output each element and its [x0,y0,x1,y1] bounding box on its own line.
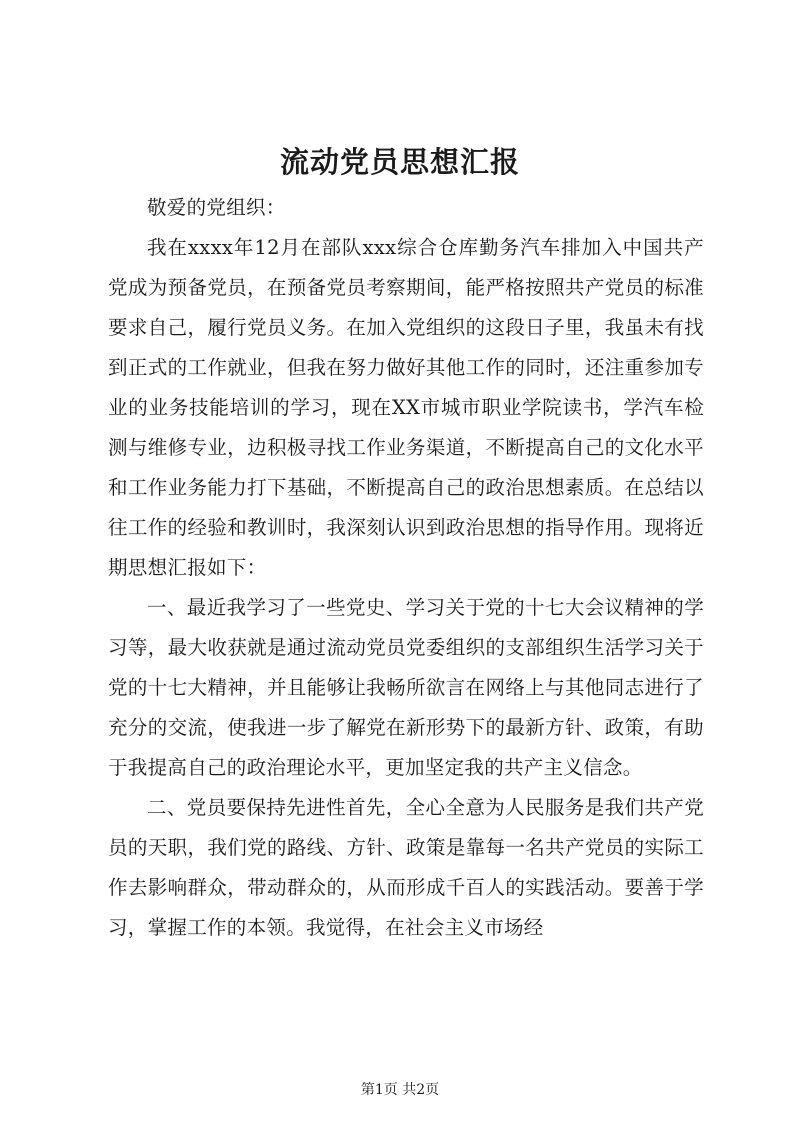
salutation: 敬爱的党组织： [147,196,286,219]
paragraph-point-one: 一、最近我学习了一些党史、学习关于党的十七大会议精神的学习等，最大收获就是通过流动党员党委组织的支部组织生活学习关于党的十七大精神，并且能够让我畅所欲言在网络上与其他同志进行了充分的交流，使我进一步了解党在新形势下的最新方针、政策，有助于我提高自己的政治理论水平，更加坚定我的共产主义信念。 [108,596,704,779]
paragraph-point-two: 二、党员要保持先进性首先，全心全意为人民服务是我们共产党员的天职，我们党的路线、方针、政策是靠每一名共产党员的实际工作去影响群众，带动群众的，从而形成千百人的实践活动。要善于学习，掌握工作的本领。我觉得，在社会主义市场经 [108,796,704,939]
page-number: 第1页 共2页 [360,1082,440,1098]
page-footer [0,1080,800,1100]
document-title: 流动党员思想汇报 [279,145,520,179]
paragraph-intro: 我在xxxx年12月在部队xxx综合仓库勤务汽车排加入中国共产党成为预备党员，在预备党员考察期间，能严格按照共产党员的标准要求自己，履行党员义务。在加入党组织的这段日子里，我虽未有找到正式的工作就业，但我在努力做好其他工作的同时，还注重参加专业的业务技能培训的学习，现在XX市城市职业学院读书，学汽车检测与维修专业，边积极寻找工作业务渠道，不断提高自己的文化水平和工作业务能力打下基础，不断提高自己的政治思想素质。在总结以往工作的经验和教训时，我深刻认识到政治思想的指导作用。现将近期思想汇报如下： [108,236,704,579]
document-body [108,188,704,948]
